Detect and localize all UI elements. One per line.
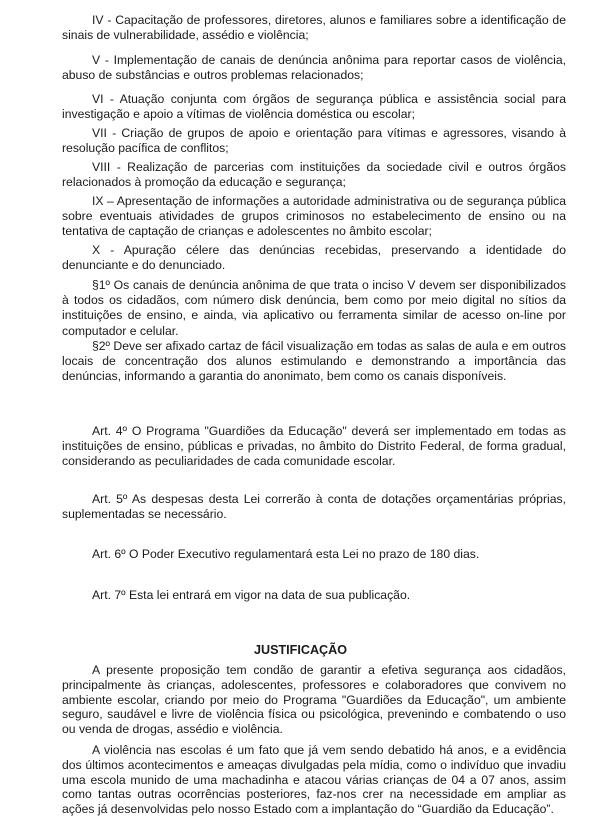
inciso-viii: VIII - Realização de parcerias com instituições da sociedade civil e outros órgãos relacionados à promoção da educação e segurança; <box>62 160 566 190</box>
artigo-7: Art. 7º Esta lei entrará em vigor na data de sua publicação. <box>92 588 411 602</box>
inciso-vi: VI - Atuação conjunta com órgãos de segurança pública e assistência social para investigação e apoio a vítimas de violência doméstica ou escolar; <box>62 92 566 122</box>
justificacao-paragraph-2: A violência nas escolas é um fato que já vem sendo debatido há anos, e a evidência dos últimos acontecimentos e ameaças divulgadas pela mídia, como o indivíduo que invadiu uma escola munido de uma machadinha e atacou várias crianças de 04 a 07 anos, assim como tantas outras ocorrências posteriores, faz-nos crer na necessidade em ampliar as ações já desenvolvidas pelo nosso Estado com a implantação do “Guardião da Educação”. <box>62 743 566 817</box>
paragrafo-1: §1º Os canais de denúncia anônima de que trata o inciso V devem ser disponibilizados à todos os cidadãos, com número disk denúncia, bem como por meio digital no sítios da instituições de ensino, e ainda, via aplicativo ou ferramenta similar de acesso on-line por computador e celular. <box>62 278 566 338</box>
paragrafo-2: §2º Deve ser afixado cartaz de fácil visualização em todas as salas de aula e em outros locais de concentração dos alunos estimulando e demonstrando a importância das denúncias, informando a garantia do anonimato, bem como os canais disponíveis. <box>62 339 566 384</box>
inciso-ix: IX – Apresentação de informações a autoridade administrativa ou de segurança pública sobre eventuais atividades de grupos criminosos no estabelecimento de ensino ou na tentativa de captação de crianças e adolescentes no âmbito escolar; <box>62 194 566 239</box>
justificacao-paragraph-1: A presente proposição tem condão de garantir a efetiva segurança aos cidadãos, principalmente às crianças, adolescentes, professores e colaboradores que convivem no ambiente escolar, criando por meio do Programa "Guardiões da Educação", um ambiente seguro, saudável e livre de violência física ou psicológica, prevenindo e combatendo o uso ou venda de drogas, assédio e violência. <box>62 663 566 737</box>
artigo-4: Art. 4º O Programa "Guardiões da Educação" deverá ser implementado em todas as instituições de ensino, públicas e privadas, no âmbito do Distrito Federal, de forma gradual, considerando as peculiaridades de cada comunidade escolar. <box>62 424 566 469</box>
artigo-6: Art. 6º O Poder Executivo regulamentará esta Lei no prazo de 180 dias. <box>92 547 480 561</box>
inciso-iv: IV - Capacitação de professores, diretores, alunos e familiares sobre a identificação de sinais de vulnerabilidade, assédio e violência; <box>62 13 566 43</box>
inciso-x: X - Apuração célere das denúncias recebidas, preservando a identidade do denunciante e do denunciado. <box>62 243 566 273</box>
artigo-5: Art. 5º As despesas desta Lei correrão à conta de dotações orçamentárias próprias, suplementadas se necessário. <box>62 492 566 522</box>
inciso-vii: VII - Criação de grupos de apoio e orientação para vítimas e agressores, visando à resolução pacífica de conflitos; <box>62 126 566 156</box>
justificacao-title: JUSTIFICAÇÃO <box>253 643 348 657</box>
inciso-v: V - Implementação de canais de denúncia anônima para reportar casos de violência, abuso de substâncias e outros problemas relacionados; <box>62 53 566 83</box>
